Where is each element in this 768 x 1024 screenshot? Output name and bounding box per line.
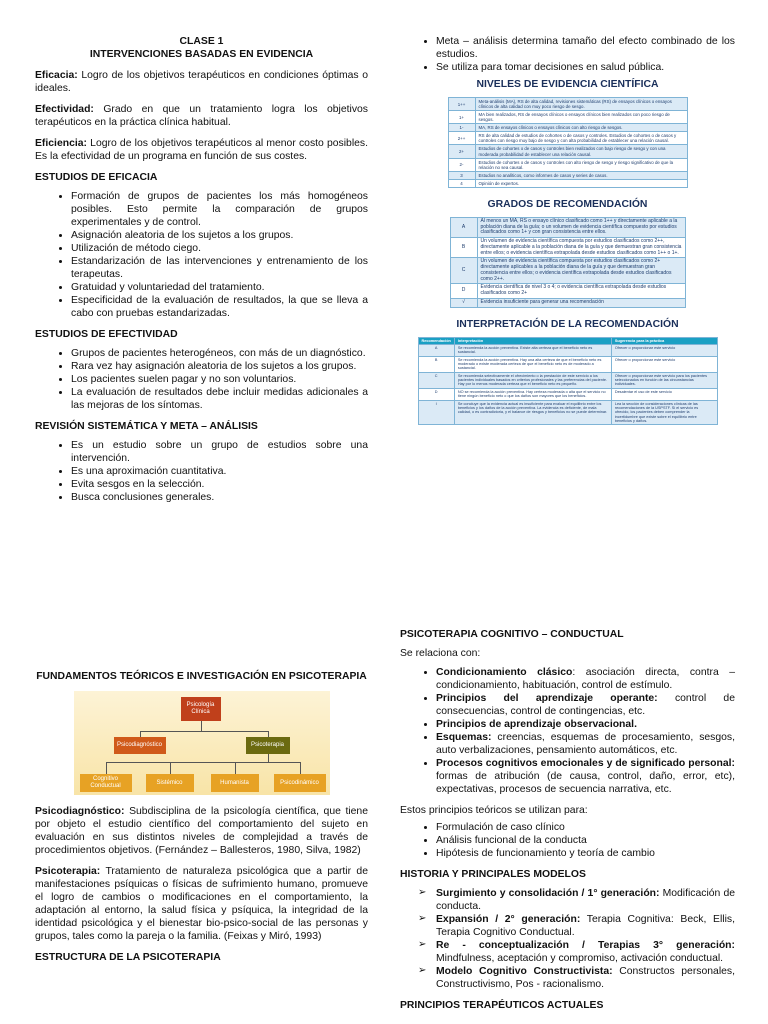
list-item: • La evaluación de resultados debe incluir medidas adicionales a las mejoras de los síntomas. bbox=[71, 386, 368, 412]
level-cell: D bbox=[450, 284, 477, 299]
table-row bbox=[418, 344, 717, 356]
right-top-column bbox=[400, 35, 735, 425]
text: formas de atribución (de causa, control, daño, error, etc), expectativas, procesos de secuencia narrativa, etc. bbox=[436, 771, 735, 795]
grade-cell: I bbox=[418, 400, 454, 425]
table-row bbox=[448, 124, 687, 132]
heading-historia: HISTORIA Y PRINCIPALES MODELOS bbox=[400, 869, 586, 880]
table-row bbox=[448, 145, 687, 158]
node-psicodinamico: Psicodinámico bbox=[274, 774, 326, 792]
list-item: • Formación de grupos de pacientes los más homogéneos posibles. Esto permite la comparación de grupos experimentales y de control. bbox=[71, 190, 368, 229]
list-item: • Gratuidad y voluntariedad del tratamiento. bbox=[71, 281, 368, 294]
header-cell: Interpretación bbox=[454, 337, 611, 344]
list-item bbox=[436, 887, 735, 913]
historia-list bbox=[400, 887, 735, 991]
list-item bbox=[436, 692, 735, 718]
grade-cell: A bbox=[418, 344, 454, 356]
left-bottom-column bbox=[35, 670, 368, 970]
interpretacion-title: INTERPRETACIÓN DE LA RECOMENDACIÓN bbox=[456, 318, 679, 330]
list-item bbox=[436, 666, 735, 692]
level-cell: √ bbox=[450, 298, 477, 307]
definition-text: Logro de los objetivos terapéuticos al menor costo posibles. Es la efectividad de un programa en función de sus costes. bbox=[35, 138, 368, 162]
list-item bbox=[436, 731, 735, 757]
level-cell: 1- bbox=[448, 124, 475, 132]
suggestion-cell: Ofrecer o proporcionar este servicio para los pacientes seleccionados en función de las circunstancias individuales. bbox=[611, 372, 717, 388]
list-item: • Especificidad de la evaluación de resultados, la que se lleva a cabo con pruebas estandarizadas. bbox=[71, 294, 368, 320]
description-cell: Meta-análisis (MA), RS de alta calidad, revisiones sistemáticas (RS) de ensayos clínicos o ensayos clínicos de alta calidad con muy poco riesgo de sesgo. bbox=[475, 98, 687, 111]
list-item bbox=[436, 913, 735, 939]
efectividad-list bbox=[35, 347, 368, 412]
grade-cell: C bbox=[418, 372, 454, 388]
description-cell: MA, RS de ensayos clínicos o ensayos clínicos con alto riesgo de sesgos. bbox=[475, 124, 687, 132]
definition-term: Eficiencia: bbox=[35, 138, 87, 149]
eficacia-list bbox=[35, 190, 368, 320]
list-item: • Evita sesgos en la selección. bbox=[71, 478, 368, 491]
text: Mindfulness, aceptación y compromiso, activación conductual. bbox=[436, 953, 724, 964]
node-cognitivo-conductual: Cognitivo Conductual bbox=[80, 774, 132, 792]
heading-tcc: PSICOTERAPIA COGNITIVO – CONDUCTUAL bbox=[400, 629, 624, 640]
list-item: • Hipótesis de funcionamiento y teoría de cambio bbox=[436, 847, 735, 860]
table-row bbox=[448, 158, 687, 171]
node-root: Psicología Clínica bbox=[181, 697, 221, 721]
node-psicodiagnostico: Psicodiagnóstico bbox=[114, 737, 166, 754]
list-item: • Se utiliza para tomar decisiones en salud pública. bbox=[436, 61, 735, 74]
suggestion-cell: Ofrecer o proporcionar este servicio bbox=[611, 356, 717, 372]
interpretation-cell: Se recomienda la acción preventiva. Existe alta certeza que el beneficio neto es sustancial. bbox=[454, 344, 611, 356]
niveles-table bbox=[448, 97, 688, 188]
header-cell: Recomendación bbox=[418, 337, 454, 344]
grados-title: GRADOS DE RECOMENDACIÓN bbox=[487, 198, 648, 210]
level-cell: 1++ bbox=[448, 98, 475, 111]
level-cell: C bbox=[450, 258, 477, 284]
definition-paragraph bbox=[35, 103, 368, 129]
section-title: INTERVENCIONES BASADAS EN EVIDENCIA bbox=[89, 49, 314, 60]
left-top-column bbox=[35, 35, 368, 512]
class-label: CLASE 1 bbox=[179, 36, 224, 47]
level-cell: 4 bbox=[448, 179, 475, 187]
interpretation-cell: NO se recomienda la acción preventiva. Hay certeza moderada o alta que el servicio no tiene ningún beneficio neto o que los daños son mayores que los beneficios. bbox=[454, 388, 611, 400]
list-item: • Es un estudio sobre un grupo de estudios sobre una intervención. bbox=[71, 439, 368, 465]
term: Modelo Cognitivo Constructivista: bbox=[436, 966, 613, 977]
table-row bbox=[448, 111, 687, 124]
text: Terapia Cognitiva: Beck, Ellis, Terapia Cognitivo Conductual. bbox=[436, 914, 735, 938]
heading-revision: REVISIÓN SISTEMÁTICA Y META – ANÁLISIS bbox=[35, 421, 258, 432]
description-cell: Estudios de cohortes o de casos y controles con alto riesgo de sesgo y riesgo significativo de que la relación no sea causal. bbox=[475, 158, 687, 171]
suggestion-cell: Desalentar el uso de este servicio bbox=[611, 388, 717, 400]
term: Expansión / 2° generación: bbox=[436, 914, 581, 925]
list-item: • Rara vez hay asignación aleatoria de los sujetos a los grupos. bbox=[71, 360, 368, 373]
definition-paragraph bbox=[35, 69, 368, 95]
table-row bbox=[418, 388, 717, 400]
heading-estructura: ESTRUCTURA DE LA PSICOTERAPIA bbox=[35, 952, 221, 963]
level-cell: B bbox=[450, 238, 477, 258]
term: Principios del aprendizaje operante: bbox=[436, 693, 658, 704]
definition-term: Efectividad: bbox=[35, 104, 94, 115]
term: Surgimiento y consolidación / 1° generación: bbox=[436, 888, 660, 899]
table-row bbox=[450, 258, 685, 284]
meta-analysis-list bbox=[400, 35, 735, 74]
definition-term: Eficacia: bbox=[35, 70, 78, 81]
tcc-list bbox=[400, 666, 735, 796]
interpretation-cell: Se recomienda la acción preventiva. Hay una alta certeza de que el beneficio neto es moderado o existe moderada certeza de que el beneficio neto es de moderado a sustancial. bbox=[454, 356, 611, 372]
description-cell: Un volumen de evidencia científica compuesta por estudios clasificados como 2++, directamente aplicable a la población diana de la guía y que demuestran gran consistencia entre ellos; o evidencia científica extrapolada desde estudios clasificados como 1++ o 1+. bbox=[477, 238, 685, 258]
table-row bbox=[450, 298, 685, 307]
node-sistemico: Sistémico bbox=[146, 774, 194, 792]
uses-list bbox=[400, 821, 735, 860]
term: Principios de aprendizaje observacional. bbox=[436, 719, 637, 730]
suggestion-cell: Lea la sección de consideraciones clínicas de las recomendaciones de la USPSTF. Si el servicio es ofrecido, los pacientes deben comprender la incertidumbre que existe sobre el equilibrio entre beneficios y daños. bbox=[611, 400, 717, 425]
tcc-intro: Se relaciona con: bbox=[400, 648, 481, 659]
interpretacion-table bbox=[418, 337, 718, 426]
term: Condicionamiento clásico bbox=[436, 667, 573, 678]
description-cell: Evidencia científica de nivel 3 o 4; o evidencia científica extrapolada desde estudios clasificados como 2+ bbox=[477, 284, 685, 299]
text: control de consecuencias, control de contingencias, etc. bbox=[436, 693, 735, 717]
psychology-diagram bbox=[74, 691, 330, 795]
text: : asociación directa, contra – condicionamiento, habituación, control de estímulo. bbox=[436, 667, 735, 691]
level-cell: 2+ bbox=[448, 145, 475, 158]
level-cell: 2- bbox=[448, 158, 475, 171]
term: Esquemas: bbox=[436, 732, 492, 743]
description-cell: MA bien realizados, RS de ensayos clínicos o ensayos clínicos bien realizados con poco riesgo de sesgos. bbox=[475, 111, 687, 124]
table-row bbox=[450, 284, 685, 299]
revision-list bbox=[35, 439, 368, 504]
right-bottom-column bbox=[400, 628, 735, 1018]
table-row bbox=[448, 132, 687, 145]
level-cell: 2++ bbox=[448, 132, 475, 145]
description-cell: RS de alta calidad de estudios de cohortes o de casos y controles. Estudios de cohortes o de casos y controles con riesgo muy bajo de sesgo y con alta probabilidad de establecer una relación causal. bbox=[475, 132, 687, 145]
heading-eficacia: ESTUDIOS DE EFICACIA bbox=[35, 172, 158, 183]
heading-principios: PRINCIPIOS TERAPÉUTICOS ACTUALES bbox=[400, 1000, 604, 1011]
list-item: • Grupos de pacientes heterogéneos, con más de un diagnóstico. bbox=[71, 347, 368, 360]
level-cell: 3 bbox=[448, 171, 475, 179]
table-row bbox=[418, 356, 717, 372]
definition-paragraph bbox=[35, 137, 368, 163]
description-cell: Estudios de cohortes o de casos y controles bien realizados con bajo riesgo de sesgo y con una moderada probabilidad de establecer una relación causal. bbox=[475, 145, 687, 158]
list-item bbox=[436, 718, 735, 731]
fundamentos-title: FUNDAMENTOS TEÓRICOS E INVESTIGACIÓN EN PSICOTERAPIA bbox=[36, 671, 367, 682]
interpretation-cell: Se recomienda selectivamente el ofrecimiento o la prestación de este servicio a los pacientes individuales basados en criterios profesionales y las preferencias del paciente. Hay por lo menos moderada certeza que el beneficio neto es pequeño. bbox=[454, 372, 611, 388]
grados-table bbox=[450, 217, 686, 308]
list-item: • Busca conclusiones generales. bbox=[71, 491, 368, 504]
term: Procesos cognitivos emocionales y de significado personal: bbox=[436, 758, 735, 769]
niveles-title: NIVELES DE EVIDENCIA CIENTÍFICA bbox=[476, 79, 659, 90]
description-cell: Al menos un MA, RS o ensayo clínico clasificado como 1++ y directamente aplicable a la población diana de la guía; o un volumen de evidencia científica compuesto por estudios clasificados como 1+ y con gran consistencia entre ellos. bbox=[477, 217, 685, 237]
header-cell: Sugerencia para la práctica bbox=[611, 337, 717, 344]
uses-intro: Estos principios teóricos se utilizan para: bbox=[400, 805, 588, 816]
level-cell: 1+ bbox=[448, 111, 475, 124]
table-header-row bbox=[418, 337, 717, 344]
table-row bbox=[448, 179, 687, 187]
description-cell: Opinión de expertos. bbox=[475, 179, 687, 187]
text: Modificación de conducta. bbox=[436, 888, 735, 912]
table-row bbox=[418, 372, 717, 388]
definition-text: Logro de los objetivos terapéuticos en condiciones óptimas o ideales. bbox=[35, 70, 368, 94]
interpretation-cell: Se concluye que la evidencia actual es insuficiente para evaluar el equilibrio entre los beneficios y los daños de la acción preventiva. La evidencia es deficiente, de mala calidad, o es contradictoria, y el balance de riesgos y beneficios no se puede determinar. bbox=[454, 400, 611, 425]
text: Constructos personales, Constructivismo, Pos - racionalismo. bbox=[436, 966, 736, 990]
description-cell: Un volumen de evidencia científica compuesta por estudios clasificados como 2+ directamente aplicables a la población diana de la guía y que demuestran gran consistencia entre ellos; o evidencia científica extrapolada desde estudios clasificados como 2++. bbox=[477, 258, 685, 284]
list-item bbox=[436, 939, 735, 965]
level-cell: A bbox=[450, 217, 477, 237]
list-item: • Utilización de método ciego. bbox=[71, 242, 368, 255]
text: creencias, esquemas de procesamiento, sesgos, auto verbalizaciones, pensamiento automáticos, etc. bbox=[436, 732, 735, 756]
term: Re - conceptualización / Terapias 3° generación: bbox=[436, 940, 735, 951]
list-item bbox=[436, 965, 735, 991]
list-item: • Estandarización de las intervenciones y entrenamiento de los terapeutas. bbox=[71, 255, 368, 281]
list-item: • Los pacientes suelen pagar y no son voluntarios. bbox=[71, 373, 368, 386]
list-item: • Análisis funcional de la conducta bbox=[436, 834, 735, 847]
suggestion-cell: Ofrecer o proporcionar este servicio bbox=[611, 344, 717, 356]
grade-cell: D bbox=[418, 388, 454, 400]
description-cell: Evidencia insuficiente para generar una recomendación bbox=[477, 298, 685, 307]
table-row bbox=[450, 217, 685, 237]
list-item: • Asignación aleatoria de los sujetos a los grupos. bbox=[71, 229, 368, 242]
list-item: • Es una aproximación cuantitativa. bbox=[71, 465, 368, 478]
list-item: • Formulación de caso clínico bbox=[436, 821, 735, 834]
node-psicoterapia: Psicoterapia bbox=[246, 737, 290, 754]
table-row bbox=[448, 171, 687, 179]
description-cell: Estudios no analíticos, como informes de casos y series de casos. bbox=[475, 171, 687, 179]
table-row bbox=[448, 98, 687, 111]
psicoterapia-paragraph: Psicoterapia: Tratamiento de naturaleza psicológica que a partir de manifestaciones psíquicas o físicas de sufrimiento humano, promueve el logro de cambios o modificaciones en el comportamiento, la adaptación al entorno, la salud física y psíquica, la integridad de la identidad psicológica y el bienestar bio-psico-social de las personas y grupos, tales como la pareja o la familia. (Feixas y Miró, 1993) bbox=[35, 866, 368, 942]
table-row bbox=[418, 400, 717, 425]
heading-efectividad: ESTUDIOS DE EFECTIVIDAD bbox=[35, 329, 178, 340]
grade-cell: B bbox=[418, 356, 454, 372]
psicodiagnostico-paragraph: Psicodiagnóstico: Subdisciplina de la psicología científica, que tiene por objeto el estudio científico del comportamiento del sujeto en evaluación en sus distintos niveles de complejidad a través de procedimientos objetivos. (Fernández – Ballesteros, 1980, Silva, 1982) bbox=[35, 806, 368, 856]
list-item: • Meta – análisis determina tamaño del efecto combinado de los estudios. bbox=[436, 35, 735, 61]
definitions bbox=[35, 69, 368, 163]
list-item bbox=[436, 757, 735, 796]
node-humanista: Humanista bbox=[211, 774, 259, 792]
table-row bbox=[450, 238, 685, 258]
definition-text: Grado en que un tratamiento logra los objetivos terapéuticos en la práctica clínica habitual. bbox=[35, 104, 368, 128]
